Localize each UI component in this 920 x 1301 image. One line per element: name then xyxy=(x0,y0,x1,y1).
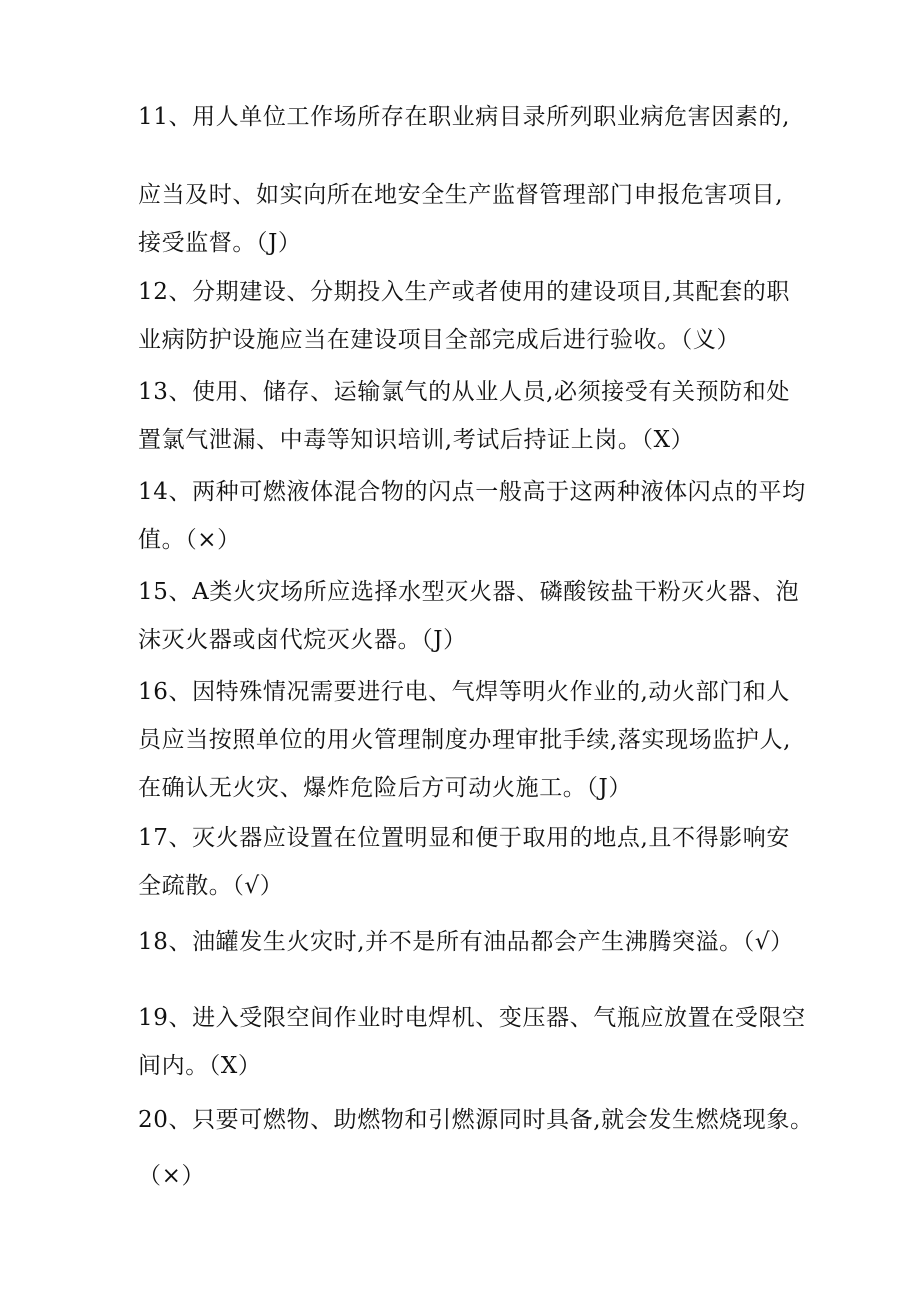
item-20-line-1: 20、只要可燃物、助燃物和引燃源同时具备,就会发生燃烧现象。 xyxy=(138,1107,814,1133)
item-11-line-2: 应当及时、如实向所在地安全生产监督管理部门申报危害项目, xyxy=(138,182,784,208)
item-11-line-1: 11、用人单位工作场所存在职业病目录所列职业病危害因素的, xyxy=(138,104,790,130)
item-19-line-2: 间内。（X） xyxy=(138,1053,262,1079)
item-12-line-1: 12、分期建设、分期投入生产或者使用的建设项目,其配套的职 xyxy=(138,279,790,305)
item-12-line-2: 业病防护设施应当在建设项目全部完成后进行验收。（义） xyxy=(138,327,741,353)
item-13-line-1: 13、使用、储存、运输氯气的从业人员,必须接受有关预防和处 xyxy=(138,379,790,405)
item-14-line-1: 14、两种可燃液体混合物的闪点一般高于这两种液体闪点的平均 xyxy=(138,479,806,505)
item-17-line-2: 全疏散。（√） xyxy=(138,873,284,899)
item-18-line-1: 18、油罐发生火灾时,并不是所有油品都会产生沸腾突溢。（√） xyxy=(138,929,794,955)
item-17-line-1: 17、灭火器应设置在位置明显和便于取用的地点,且不得影响安 xyxy=(138,825,790,851)
item-15-line-2: 沫灭火器或卤代烷灭火器。（J） xyxy=(138,627,467,653)
item-13-line-2: 置氯气泄漏、中毒等知识培训,考试后持证上岗。（X） xyxy=(138,427,695,453)
item-15-line-1: 15、A类火灾场所应选择水型灭火器、磷酸铵盐干粉灭火器、泡 xyxy=(138,579,800,605)
item-16-line-1: 16、因特殊情况需要进行电、气焊等明火作业的,动火部门和人 xyxy=(138,679,790,705)
item-11-line-3: 接受监督。（J） xyxy=(138,230,302,256)
item-19-line-1: 19、进入受限空间作业时电焊机、变压器、气瓶应放置在受限空 xyxy=(138,1005,806,1031)
item-14-line-2: 值。（×） xyxy=(138,527,241,553)
item-16-line-2: 员应当按照单位的用火管理制度办理审批手续,落实现场监护人, xyxy=(138,727,792,753)
item-20-line-2: （×） xyxy=(138,1163,206,1189)
item-16-line-3: 在确认无火灾、爆炸危险后方可动火施工。（J） xyxy=(138,775,632,801)
